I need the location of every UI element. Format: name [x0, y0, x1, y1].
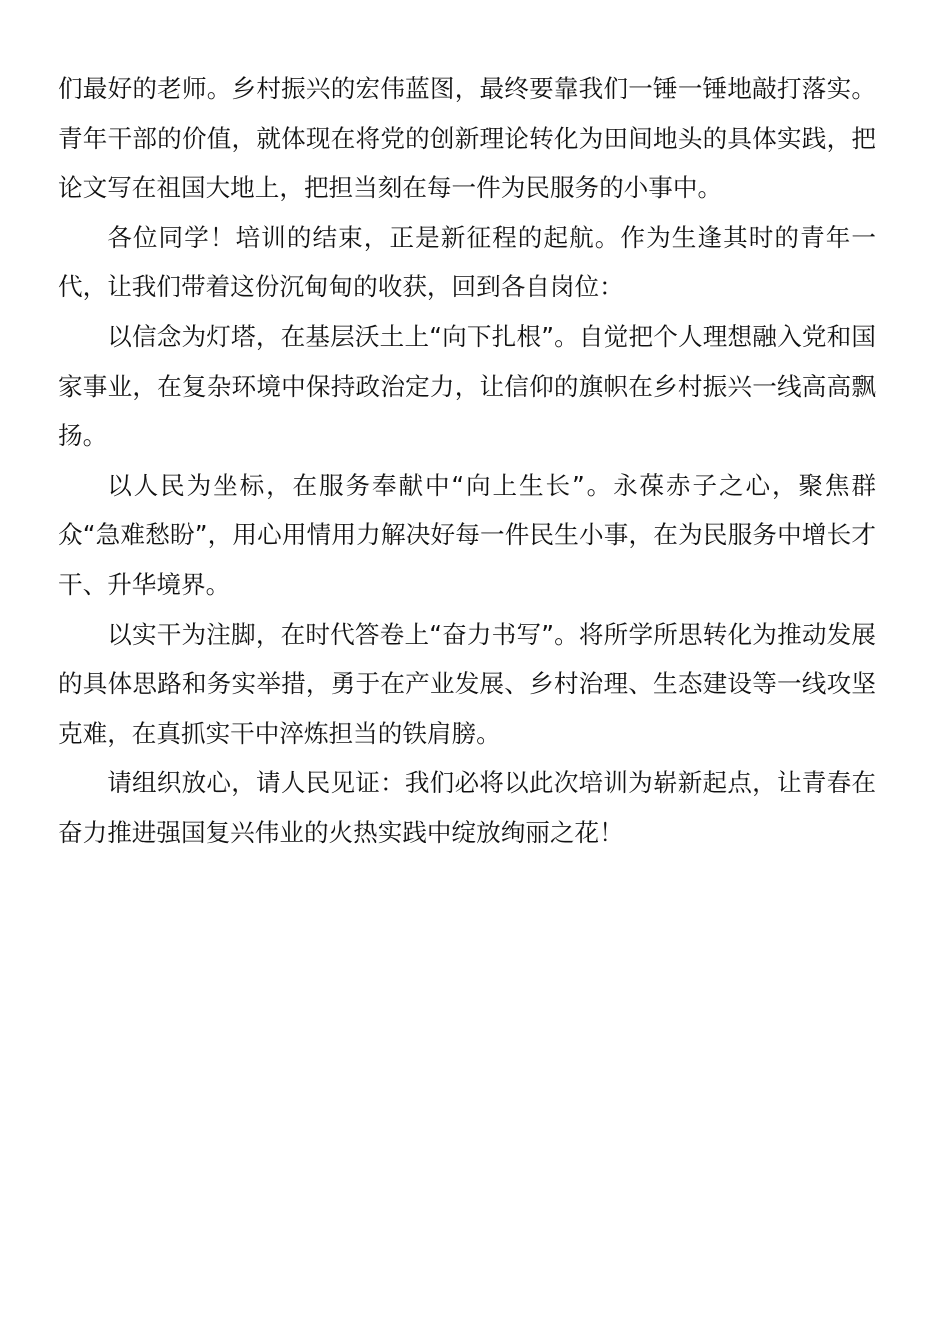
paragraph-5: 以实干为注脚，在时代答卷上“奋力书写”。将所学所思转化为推动发展的具体思路和务实举措，勇于在产业发展、乡村治理、生态建设等一线攻坚克难，在真抓实干中淬炼担当的铁肩膀。 — [58, 619, 876, 748]
paragraph-4: 以人民为坐标，在服务奉献中“向上生长”。永葆赤子之心，聚焦群众“急难愁盼”，用心用情用力解决好每一件民生小事，在为民服务中增长才干、升华境界。 — [58, 470, 876, 599]
document-body — [58, 64, 876, 858]
paragraph-3: 以信念为灯塔，在基层沃土上“向下扎根”。自觉把个人理想融入党和国家事业，在复杂环境中保持政治定力，让信仰的旗帜在乡村振兴一线高高飘扬。 — [58, 321, 876, 451]
paragraph-1: 们最好的老师。乡村振兴的宏伟蓝图，最终要靠我们一锤一锤地敲打落实。青年干部的价值，就体现在将党的创新理论转化为田间地头的具体实践，把论文写在祖国大地上，把担当刻在每一件为民服务的小事中。 — [58, 74, 876, 203]
paragraph-2: 各位同学！培训的结束，正是新征程的起航。作为生逢其时的青年一代，让我们带着这份沉甸甸的收获，回到各自岗位： — [58, 222, 876, 302]
paragraph-6: 请组织放心，请人民见证：我们必将以此次培训为崭新起点，让青春在奋力推进强国复兴伟业的火热实践中绽放绚丽之花！ — [58, 768, 876, 847]
